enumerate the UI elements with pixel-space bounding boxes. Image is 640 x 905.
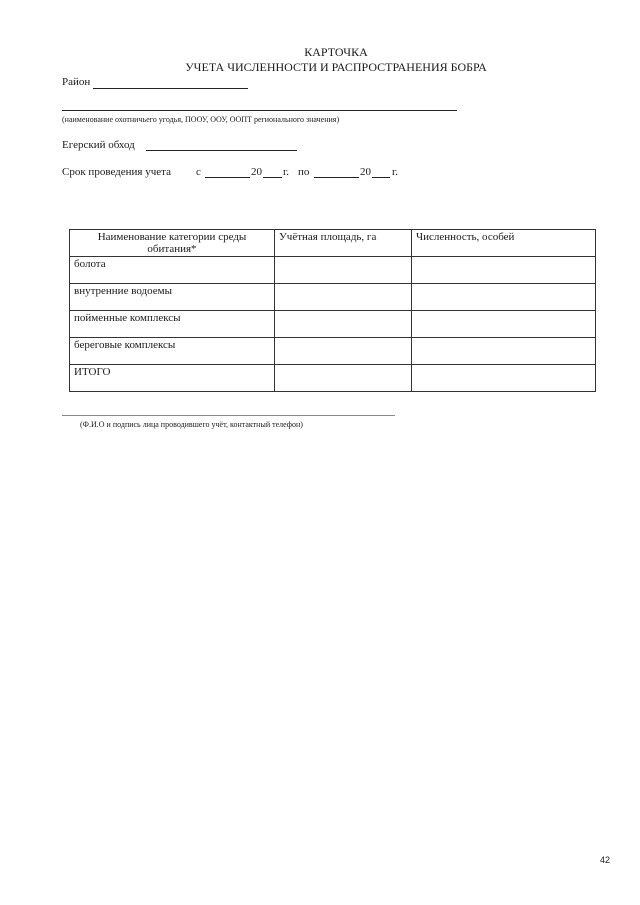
survey-period-label: Срок проведения учета — [62, 166, 171, 178]
area-cell[interactable] — [275, 365, 412, 392]
period-from-date-field[interactable] — [205, 177, 250, 178]
count-cell[interactable] — [412, 365, 596, 392]
hunting-area-field[interactable] — [62, 110, 457, 111]
period-from-year-prefix: 20 — [251, 166, 262, 178]
count-cell[interactable] — [412, 338, 596, 365]
table-row — [70, 311, 596, 338]
document-title-line2: УЧЕТА ЧИСЛЕННОСТИ И РАСПРОСТРАНЕНИЯ БОБРА — [185, 60, 487, 74]
area-cell[interactable] — [275, 284, 412, 311]
period-to-year-suffix: г. — [392, 166, 399, 178]
count-cell[interactable] — [412, 311, 596, 338]
period-from-label: с — [196, 166, 201, 178]
district-field[interactable] — [93, 88, 248, 89]
column-header-habitat: Наименование категории среды обитания* — [70, 230, 275, 257]
district-label: Район — [62, 76, 91, 88]
period-to-label: по — [298, 166, 310, 178]
area-cell[interactable] — [275, 311, 412, 338]
ranger-district-label: Егерский обход — [62, 139, 135, 151]
hunting-area-caption: (наименование охотничьего угодья, ПООУ, ООУ, ООПТ регионального значения) — [62, 115, 340, 124]
period-from-year-suffix: г. — [283, 166, 290, 178]
area-cell[interactable] — [275, 338, 412, 365]
period-to-year-field[interactable] — [372, 177, 390, 178]
page-number: 42 — [599, 855, 610, 865]
table-row — [70, 257, 596, 284]
signature-caption: (Ф.И.О и подпись лица проводившего учёт, контактный телефон) — [80, 420, 303, 429]
table-row — [70, 338, 596, 365]
document-title-line1: КАРТОЧКА — [304, 45, 368, 59]
period-from-year-field[interactable] — [263, 177, 282, 178]
count-cell[interactable] — [412, 284, 596, 311]
habitat-cell: пойменные комплексы — [70, 311, 275, 338]
column-header-area: Учётная площадь, га — [275, 230, 412, 257]
habitat-cell: ИТОГО — [70, 365, 275, 392]
habitat-cell: внутренние водоемы — [70, 284, 275, 311]
habitat-cell: болота — [70, 257, 275, 284]
column-header-count: Численность, особей — [412, 230, 596, 257]
period-to-date-field[interactable] — [314, 177, 359, 178]
period-to-year-prefix: 20 — [360, 166, 371, 178]
signature-field[interactable] — [62, 415, 395, 416]
habitat-cell: береговые комплексы — [70, 338, 275, 365]
table-row — [70, 284, 596, 311]
table-row-total — [70, 365, 596, 392]
table-header-row — [70, 230, 596, 257]
beaver-survey-table — [69, 229, 596, 392]
area-cell[interactable] — [275, 257, 412, 284]
ranger-district-field[interactable] — [146, 150, 297, 151]
count-cell[interactable] — [412, 257, 596, 284]
